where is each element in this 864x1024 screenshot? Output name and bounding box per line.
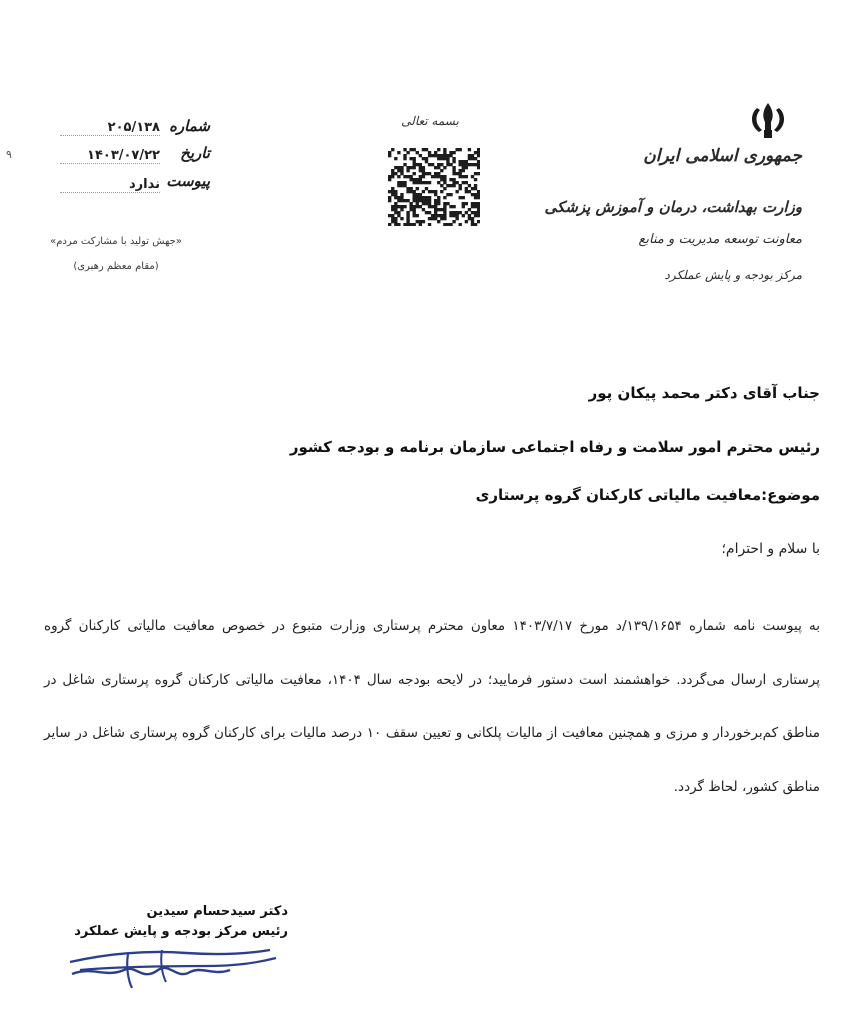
greeting: با سلام و احترام؛ [721,541,820,557]
country-name: جمهوری اسلامی ایران [643,146,802,166]
motto-text: «جهش تولید با مشارکت مردم» [50,236,182,247]
letter-number-value: ۲۰۵/۱۳۸ [60,120,160,136]
letter-subject: موضوع:معافیت مالیاتی کارکنان گروه پرستاری [475,486,820,504]
letter-number-label: شماره [169,117,210,135]
classification-heading: بسمه تعالی [401,114,459,128]
center-name: مرکز بودجه و پایش عملکرد [664,268,802,282]
attachment-value: ندارد [60,177,160,193]
iran-emblem-icon [744,100,792,140]
signatory-title: رئیس مرکز بودجه و پایش عملکرد [74,924,288,939]
signatory-name: دکتر سیدحسام سیدین [146,904,288,919]
letter-date-label: تاریخ [180,144,210,162]
qr-code-icon [388,148,480,226]
motto-source: (مقام معظم رهبری) [73,261,159,272]
edge-mark: ۹ [6,148,12,161]
addressee-title: رئیس محترم امور سلامت و رفاه اجتماعی سازمان برنامه و بودجه کشور [289,438,820,456]
letter-body: به پیوست نامه شماره ۱۳۹/۱۶۵۴/د مورخ ۱۴۰۳/۷/۱۷ معاون محترم پرستاری وزارت متبوع در خصوص معافیت مالیاتی کارکنان گروه پرستاری ارسال می‌گردد. خواهشمند است دستور فرمایید؛ در لایحه بودجه سال ۱۴۰۴، معافیت مالیاتی کارکنان گروه پرستاری شاغل در مناطق کم‌برخوردار و مرزی و همچنین معافیت از مالیات پلکانی و تعیین سقف ۱۰ درصد مالیات برای کارکنان گروه پرستاری شاغل در سایر مناطق کشور، لحاظ گردد. [44,618,821,795]
letter-date-value: ۱۴۰۳/۰۷/۲۲ [60,148,160,164]
attachment-label: پیوست [166,172,210,190]
addressee: جناب آقای دکتر محمد پیکان پور [588,384,820,402]
deputy-name: معاونت توسعه مدیریت و منابع [638,232,802,247]
ministry-name: وزارت بهداشت، درمان و آموزش پزشکی [544,198,802,216]
handwritten-signature [66,936,280,992]
